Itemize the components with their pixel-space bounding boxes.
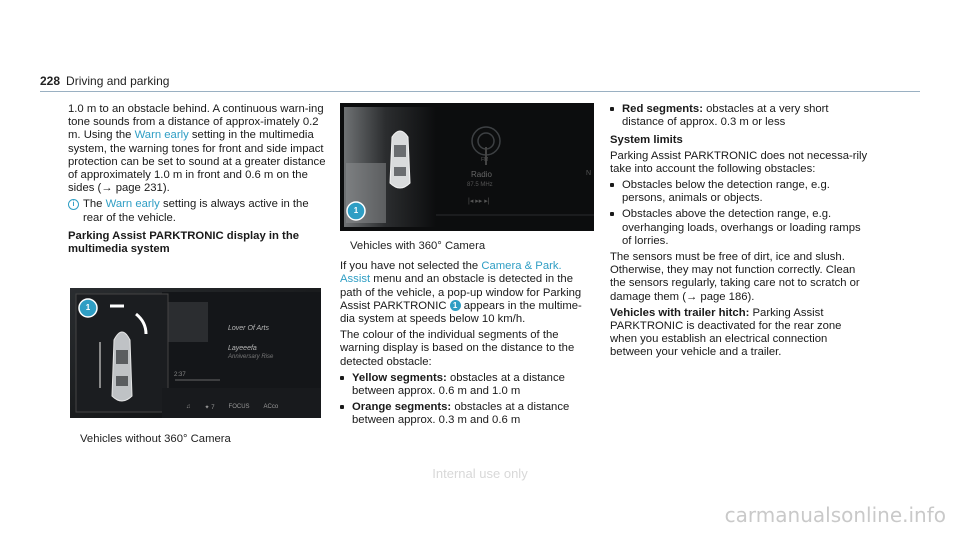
screenshot-without-360-camera [70,288,321,418]
segment-list [340,372,590,428]
callout-badge: 1 [82,302,94,314]
info-note: i The Warn early setting is always active in the rear of the vehicle. [68,198,328,224]
menu-item[interactable]: ACco [263,404,279,410]
warn-early-link[interactable]: Warn early [134,129,189,142]
car-icon [390,131,410,188]
page-number: 228 [40,74,61,88]
list-item: Orange segments: obstacles at a distance between approx. 0.3 m and 0.6 m [340,401,590,427]
segment-list-continued [610,103,870,129]
screenshot-with-360-camera [340,103,594,231]
col3-paragraph-1: Parking Assist PARKTRONIC does not necessa-rily take into account the following obstacles: [610,149,868,175]
radio-label: Radio [471,170,492,179]
track-artist: Layeeefa [228,345,257,352]
car-icon [112,332,132,401]
col1-paragraph: 1.0 m to an obstacle behind. A continuous warn-ing tone sounds from a distance of approx-imately 0.2 m. Using the Warn early setting in the multimedia system, the warning tones for front and side impact protection can be set to sound at a greater distance of approximately 1.0 m in front and 0.6 m on the sides (→ page 231). [68,103,326,195]
column-3 [610,103,870,363]
section-title: Driving and parking [66,74,170,88]
list-item: Yellow segments: obstacles at a distance between approx. 0.6 m and 1.0 m [340,372,590,398]
list-item: Obstacles below the detection range, e.g. persons, animals or objects. [610,179,870,205]
camera-display-graphic [340,103,594,231]
site-watermark: carmanualsonline.info [724,503,946,527]
caption-with-camera: Vehicles with 360° Camera [350,240,486,252]
parktronic-display-heading: Parking Assist PARKTRONIC display in the multimedia system [68,229,300,256]
radio-frequency: 87.5 MHz [467,182,493,188]
callout-badge: 1 [350,205,362,217]
menu-item[interactable]: ✦ 7 [204,405,215,411]
system-limits-heading: System limits [610,134,683,147]
page-header [40,74,169,88]
trailer-paragraph: Vehicles with trailer hitch: Parking Assist PARKTRONIC is deactivated for the rear zone when you establish an electrical connection between your vehicle and a trailer. [610,306,842,359]
menu-item[interactable]: FOCUS [228,404,250,410]
info-icon: i [68,199,79,210]
warn-early-link-2[interactable]: Warn early [105,198,160,211]
track-title: Lover Of Arts [228,325,269,332]
track-album: Anniversary Rise [228,354,274,360]
caption-without-camera: Vehicles without 360° Camera [80,433,231,445]
header-rule [40,91,920,92]
track-time: 2:37 [174,372,186,378]
list-item: Red segments: obstacles at a very short distance of approx. 0.3 m or less [610,103,870,129]
radio-band: FM [481,157,489,163]
column-1 [68,103,328,258]
parktronic-display-graphic [70,288,321,418]
camera-park-assist-link[interactable]: Camera & Park. Assist [340,260,562,286]
column-2 [340,240,590,431]
col2-paragraph-2: The colour of the individual segments of the warning display is based on the distance to the detected obstacle: [340,329,575,368]
svg-text:|◂ ▸▸ ▸|: |◂ ▸▸ ▸| [468,198,490,205]
menu-item[interactable]: ♫ [186,404,191,410]
side-label: N [586,170,592,177]
col3-paragraph-2: The sensors must be free of dirt, ice and slush. Otherwise, they may not function correctly. Clean the sensors regularly, taking care not to scratch or damage them (→ page 186). [610,251,860,303]
watermark: Internal use only [432,466,528,481]
list-item: Obstacles above the detection range, e.g. overhanging loads, overhangs or loading ramps of lorries. [610,208,870,248]
col2-paragraph-1: If you have not selected the Camera & Park. Assist menu and an obstacle is detected in the path of the vehicle, a pop-up window for Parking Assist PARKTRONIC 1 appears in the multime-dia system at speeds below 10 km/h. [340,260,582,326]
callout-badge: 1 [450,300,461,311]
limits-list [610,179,870,248]
bottom-menu [186,404,278,411]
